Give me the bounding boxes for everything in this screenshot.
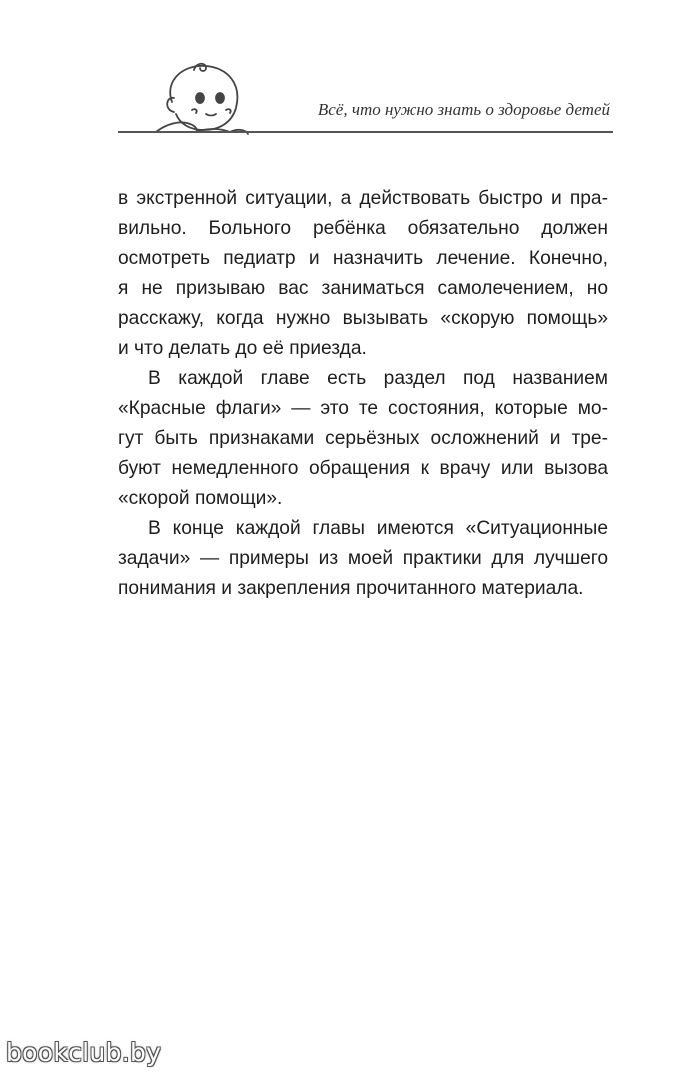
text-line: В конце каждой главы имеются «Ситуационные (148, 518, 608, 539)
text-line: я не призываю вас заниматься самолечением, но (118, 278, 608, 299)
text-line: осмотреть педиатр и назначить лечение. Конечно, (118, 248, 608, 269)
page-body-text (118, 184, 608, 604)
text-line: и что делать до её приезда. (118, 338, 367, 359)
text-line: В каждой главе есть раздел под названием (148, 368, 608, 389)
baby-mascot-icon (150, 58, 250, 138)
text-line: «скорой помощи». (118, 488, 283, 509)
text-line: гут быть признаками серьёзных осложнений и тре- (118, 428, 608, 449)
text-line: вильно. Больного ребёнка обязательно должен (118, 218, 608, 239)
text-line: понимания и закрепления прочитанного материала. (118, 578, 584, 599)
text-line: «Красные флаги» — это те состояния, которые мо- (118, 398, 608, 419)
text-line: задачи» — примеры из моей практики для лучшего (118, 548, 608, 569)
site-watermark: bookclub.by (6, 1038, 162, 1067)
header-divider (118, 131, 613, 133)
running-title: Всё, что нужно знать о здоровье детей (317, 100, 610, 119)
text-line: расскажу, когда нужно вызывать «скорую помощь» (118, 308, 608, 329)
text-line: буют немедленного обращения к врачу или вызова (118, 458, 608, 479)
page-header (0, 0, 700, 150)
text-line: в экстренной ситуации, а действовать быстро и пра- (118, 188, 608, 209)
